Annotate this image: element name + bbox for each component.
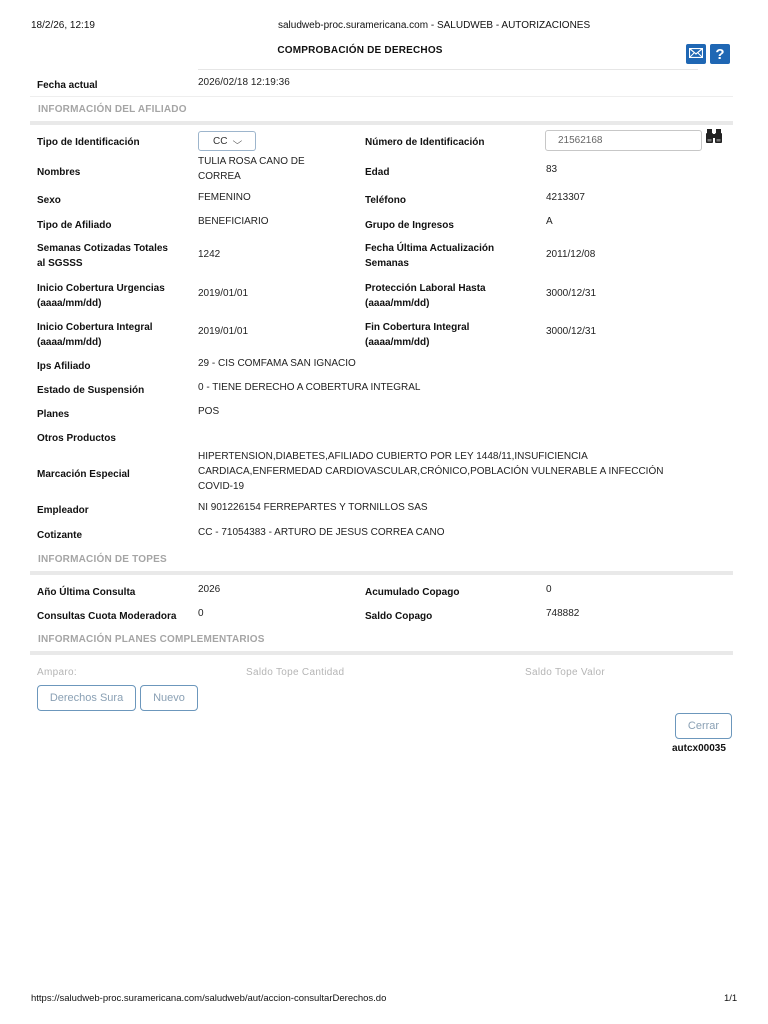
tipo-identificacion-select[interactable] xyxy=(198,131,256,151)
consultas-cuota-label: Consultas Cuota Moderadora xyxy=(37,611,177,622)
grupo-ingresos-label: Grupo de Ingresos xyxy=(365,220,454,231)
marcacion-label: Marcación Especial xyxy=(37,469,130,480)
print-footer-page: 1/1 xyxy=(724,993,738,1004)
telefono-value: 4213307 xyxy=(546,192,585,203)
chevron-down-icon: ⌵ xyxy=(233,135,243,146)
suspension-value: 0 - TIENE DERECHO A COBERTURA INTEGRAL xyxy=(198,382,421,393)
empleador-value: NI 901226154 FERREPARTES Y TORNILLOS SAS xyxy=(198,502,428,513)
numero-identificacion-input[interactable]: 21562168 xyxy=(545,130,702,151)
inicio-urgencias-label-line2: (aaaa/mm/dd) xyxy=(37,298,102,309)
semanas-label-line1: Semanas Cotizadas Totales xyxy=(37,243,168,254)
cotizante-value: CC - 71054383 - ARTURO DE JESUS CORREA CANO xyxy=(198,527,445,538)
saldo-tope-valor-label: Saldo Tope Valor xyxy=(525,667,606,678)
fecha-ult-act-label-line2: Semanas xyxy=(365,258,409,269)
envelope-icon xyxy=(689,45,703,63)
semanas-value: 1242 xyxy=(198,249,221,260)
inicio-urgencias-value: 2019/01/01 xyxy=(198,288,249,299)
cotizante-label: Cotizante xyxy=(37,530,82,541)
nombres-label: Nombres xyxy=(37,167,81,178)
inicio-urgencias-label-line1: Inicio Cobertura Urgencias xyxy=(37,283,165,294)
title-divider xyxy=(198,69,698,70)
marcacion-line3: COVID-19 xyxy=(198,481,245,492)
derechos-sura-button[interactable]: Derechos Sura xyxy=(37,685,136,711)
fin-integral-value: 3000/12/31 xyxy=(546,326,597,337)
edad-label: Edad xyxy=(365,167,390,178)
tipo-afiliado-label: Tipo de Afiliado xyxy=(37,220,112,231)
otros-productos-label: Otros Productos xyxy=(37,433,116,444)
section-divider xyxy=(30,651,733,655)
print-footer-url: https://saludweb-proc.suramericana.com/saludweb/aut/accion-consultarDerechos.do xyxy=(31,993,387,1004)
proteccion-laboral-label-line1: Protección Laboral Hasta xyxy=(365,283,486,294)
page-title: COMPROBACIÓN DE DERECHOS xyxy=(277,45,443,56)
fecha-actual-value: 2026/02/18 12:19:36 xyxy=(198,77,290,88)
empleador-label: Empleador xyxy=(37,505,89,516)
suspension-label: Estado de Suspensión xyxy=(37,385,145,396)
saldo-copago-label: Saldo Copago xyxy=(365,611,433,622)
nombres-value-line1: TULIA ROSA CANO DE xyxy=(198,156,305,167)
screen-code: autcx00035 xyxy=(672,743,726,754)
sexo-value: FEMENINO xyxy=(198,192,251,203)
acumulado-copago-value: 0 xyxy=(546,584,552,595)
ips-label: Ips Afiliado xyxy=(37,361,91,372)
section-topes-title: INFORMACIÓN DE TOPES xyxy=(38,554,167,565)
proteccion-laboral-value: 3000/12/31 xyxy=(546,288,597,299)
nombres-value-line2: CORREA xyxy=(198,171,241,182)
anio-consulta-label: Año Última Consulta xyxy=(37,587,136,598)
tipo-afiliado-value: BENEFICIARIO xyxy=(198,216,269,227)
acumulado-copago-label: Acumulado Copago xyxy=(365,587,460,598)
saldo-copago-value: 748882 xyxy=(546,608,580,619)
fin-integral-label-line2: (aaaa/mm/dd) xyxy=(365,337,430,348)
section-divider xyxy=(30,571,733,575)
amparo-label: Amparo: xyxy=(37,667,77,678)
fecha-actual-label: Fecha actual xyxy=(37,80,98,91)
numero-identificacion-label: Número de Identificación xyxy=(365,137,485,148)
marcacion-line1: HIPERTENSION,DIABETES,AFILIADO CUBIERTO POR LEY 1448/11,INSUFICIENCIA xyxy=(198,451,588,462)
print-datetime: 18/2/26, 12:19 xyxy=(31,20,95,31)
semanas-label-line2: al SGSSS xyxy=(37,258,83,269)
cerrar-button[interactable]: Cerrar xyxy=(675,713,732,739)
fecha-ult-act-label-line1: Fecha Última Actualización xyxy=(365,243,495,254)
mail-button[interactable] xyxy=(686,44,706,64)
fin-integral-label-line1: Fin Cobertura Integral xyxy=(365,322,470,333)
saldo-tope-cantidad-label: Saldo Tope Cantidad xyxy=(246,667,345,678)
planes-value: POS xyxy=(198,406,220,417)
anio-consulta-value: 2026 xyxy=(198,584,221,595)
edad-value: 83 xyxy=(546,164,558,175)
section-complementarios-title: INFORMACIÓN PLANES COMPLEMENTARIOS xyxy=(38,634,265,645)
ips-value: 29 - CIS COMFAMA SAN IGNACIO xyxy=(198,358,356,369)
planes-label: Planes xyxy=(37,409,70,420)
consultas-cuota-value: 0 xyxy=(198,608,204,619)
sexo-label: Sexo xyxy=(37,195,61,206)
help-icon: ? xyxy=(715,45,725,63)
marcacion-line2: CARDIACA,ENFERMEDAD CARDIOVASCULAR,CRÓNICO,POBLACIÓN VULNERABLE A INFECCIÓN xyxy=(198,466,664,477)
section-afiliado-title: INFORMACIÓN DEL AFILIADO xyxy=(38,104,187,115)
divider xyxy=(30,96,733,97)
inicio-integral-label-line1: Inicio Cobertura Integral xyxy=(37,322,153,333)
tipo-identificacion-label: Tipo de Identificación xyxy=(37,137,140,148)
fecha-ult-act-value: 2011/12/08 xyxy=(546,249,596,260)
binoculars-icon[interactable] xyxy=(705,127,723,150)
tipo-identificacion-selected: CC xyxy=(213,135,228,147)
inicio-integral-value: 2019/01/01 xyxy=(198,326,249,337)
inicio-integral-label-line2: (aaaa/mm/dd) xyxy=(37,337,102,348)
help-button[interactable] xyxy=(710,44,730,64)
proteccion-laboral-label-line2: (aaaa/mm/dd) xyxy=(365,298,430,309)
grupo-ingresos-value: A xyxy=(546,216,553,227)
telefono-label: Teléfono xyxy=(365,195,406,206)
section-divider xyxy=(30,121,733,125)
nuevo-button[interactable]: Nuevo xyxy=(140,685,198,711)
print-page-title: saludweb-proc.suramericana.com - SALUDWEB - AUTORIZACIONES xyxy=(278,20,591,31)
